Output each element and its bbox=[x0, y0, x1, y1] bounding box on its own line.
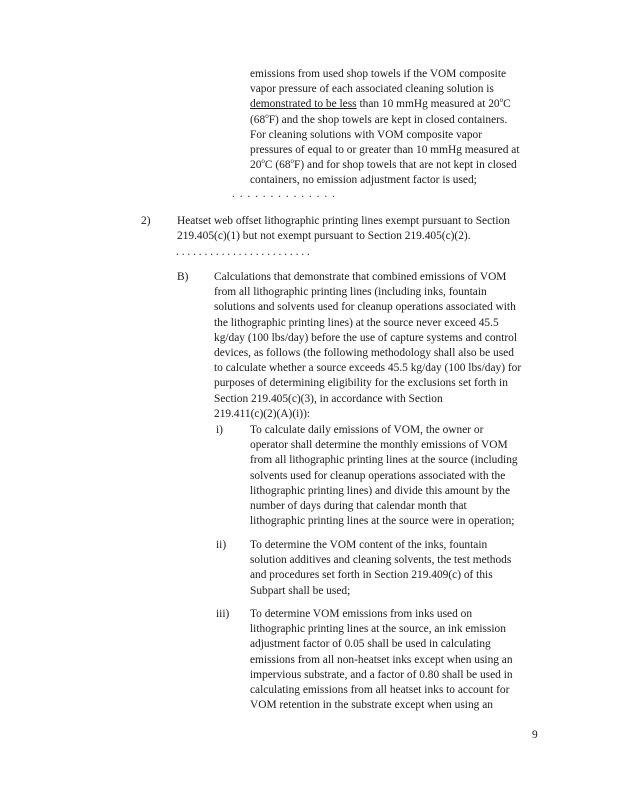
ellipsis-dots: . . . . . . . . . . . . . . bbox=[232, 188, 336, 200]
text-line: Heatset web offset lithographic printing lines exempt pursuant to Section bbox=[177, 215, 510, 227]
text-line: operator shall determine the monthly emissions of VOM bbox=[250, 439, 508, 452]
item-label: B) bbox=[177, 271, 189, 283]
text-line: devices, as follows (the following methodology shall also be used bbox=[214, 347, 514, 360]
text-line: demonstrated to be less than 10 mmHg measured at 20$^o$C bbox=[250, 96, 511, 111]
top-paragraph bbox=[250, 67, 520, 189]
text-line: (68$^o$F) and the shop towels are kept in closed containers. bbox=[250, 111, 508, 126]
text-line: purposes of determining eligibility for the exclusions set forth in bbox=[214, 377, 508, 390]
text-line: vapor pressure of each associated cleaning solution is bbox=[250, 83, 494, 96]
underlined-text: demonstrated to be less bbox=[250, 98, 357, 111]
text-line: from all lithographic printing lines at the source (including bbox=[250, 454, 518, 467]
text-line: Calculations that demonstrate that combined emissions of VOM bbox=[214, 271, 507, 283]
subitem-ii-paragraph bbox=[250, 538, 511, 599]
subitem-label: i) bbox=[216, 424, 223, 436]
text-line: emissions from all non-heatset inks except when using an bbox=[250, 653, 513, 666]
text-line: To determine the VOM content of the inks, fountain bbox=[250, 539, 488, 551]
text-line: For cleaning solutions with VOM composite vapor bbox=[250, 128, 483, 141]
text-line: containers, no emission adjustment factor is used; bbox=[250, 174, 477, 187]
text-line: 20$^o$C (68$^o$F) and for shop towels that are not kept in closed bbox=[250, 157, 517, 172]
page-number: 9 bbox=[532, 729, 538, 741]
text-line: kg/day (100 lbs/day) before the use of capture systems and control bbox=[214, 331, 518, 344]
text-line: adjustment factor of 0.05 shall be used in calculating bbox=[250, 638, 491, 651]
text-line: solvents used for cleanup operations associated with the bbox=[250, 469, 506, 482]
text-line: to calculate whether a source exceeds 45.5 kg/day (100 lbs/day) for bbox=[214, 362, 522, 375]
text-line: lithographic printing lines) and divide this amount by the bbox=[250, 484, 511, 497]
subitem-label: iii) bbox=[216, 608, 230, 620]
text-line: impervious substrate, and a factor of 0.80 shall be used in bbox=[250, 668, 513, 681]
text-line: VOM retention in the substrate except when using an bbox=[250, 699, 493, 712]
ellipsis-dots: . . . . . . . . . . . . . . . . . . . . . . . . bbox=[176, 246, 310, 258]
item-b-paragraph bbox=[214, 270, 521, 422]
text-line: Section 219.405(c)(3), in accordance with Section bbox=[214, 392, 443, 405]
text-line: Subpart shall be used; bbox=[250, 584, 351, 597]
text-line: calculating emissions from all heatset inks to account for bbox=[250, 684, 510, 697]
text-line: lithographic printing lines at the source, an ink emission bbox=[250, 623, 506, 636]
text-line: solution additives and cleaning solvents, the test methods bbox=[250, 554, 512, 567]
text-line: 219.405(c)(1) but not exempt pursuant to Section 219.405(c)(2). bbox=[177, 230, 471, 243]
text-line: from all lithographic printing lines (including inks, fountain bbox=[214, 286, 487, 299]
text-line: pressures of equal to or greater than 10 mmHg measured at bbox=[250, 144, 520, 157]
text-line: emissions from used shop towels if the VOM composite bbox=[250, 68, 507, 80]
subitem-i-paragraph bbox=[250, 423, 518, 529]
text-line: To calculate daily emissions of VOM, the owner or bbox=[250, 424, 484, 436]
text-line: lithographic printing lines at the source were in operation; bbox=[250, 515, 515, 528]
text-line: number of days during that calendar month that bbox=[250, 500, 467, 513]
text-line: 219.411(c)(2)(A)(i)): bbox=[214, 407, 311, 420]
text-line: the lithographic printing lines) at the source never exceed 45.5 bbox=[214, 316, 499, 329]
item-2-paragraph bbox=[177, 214, 510, 244]
subitem-label: ii) bbox=[216, 539, 227, 551]
subitem-iii-paragraph bbox=[250, 607, 513, 713]
text-line: solutions and solvents used for cleanup operations associated with bbox=[214, 301, 516, 314]
text-line: and procedures set forth in Section 219.409(c) of this bbox=[250, 569, 493, 582]
item-number: 2) bbox=[141, 215, 151, 227]
text-line: To determine VOM emissions from inks used on bbox=[250, 608, 473, 620]
